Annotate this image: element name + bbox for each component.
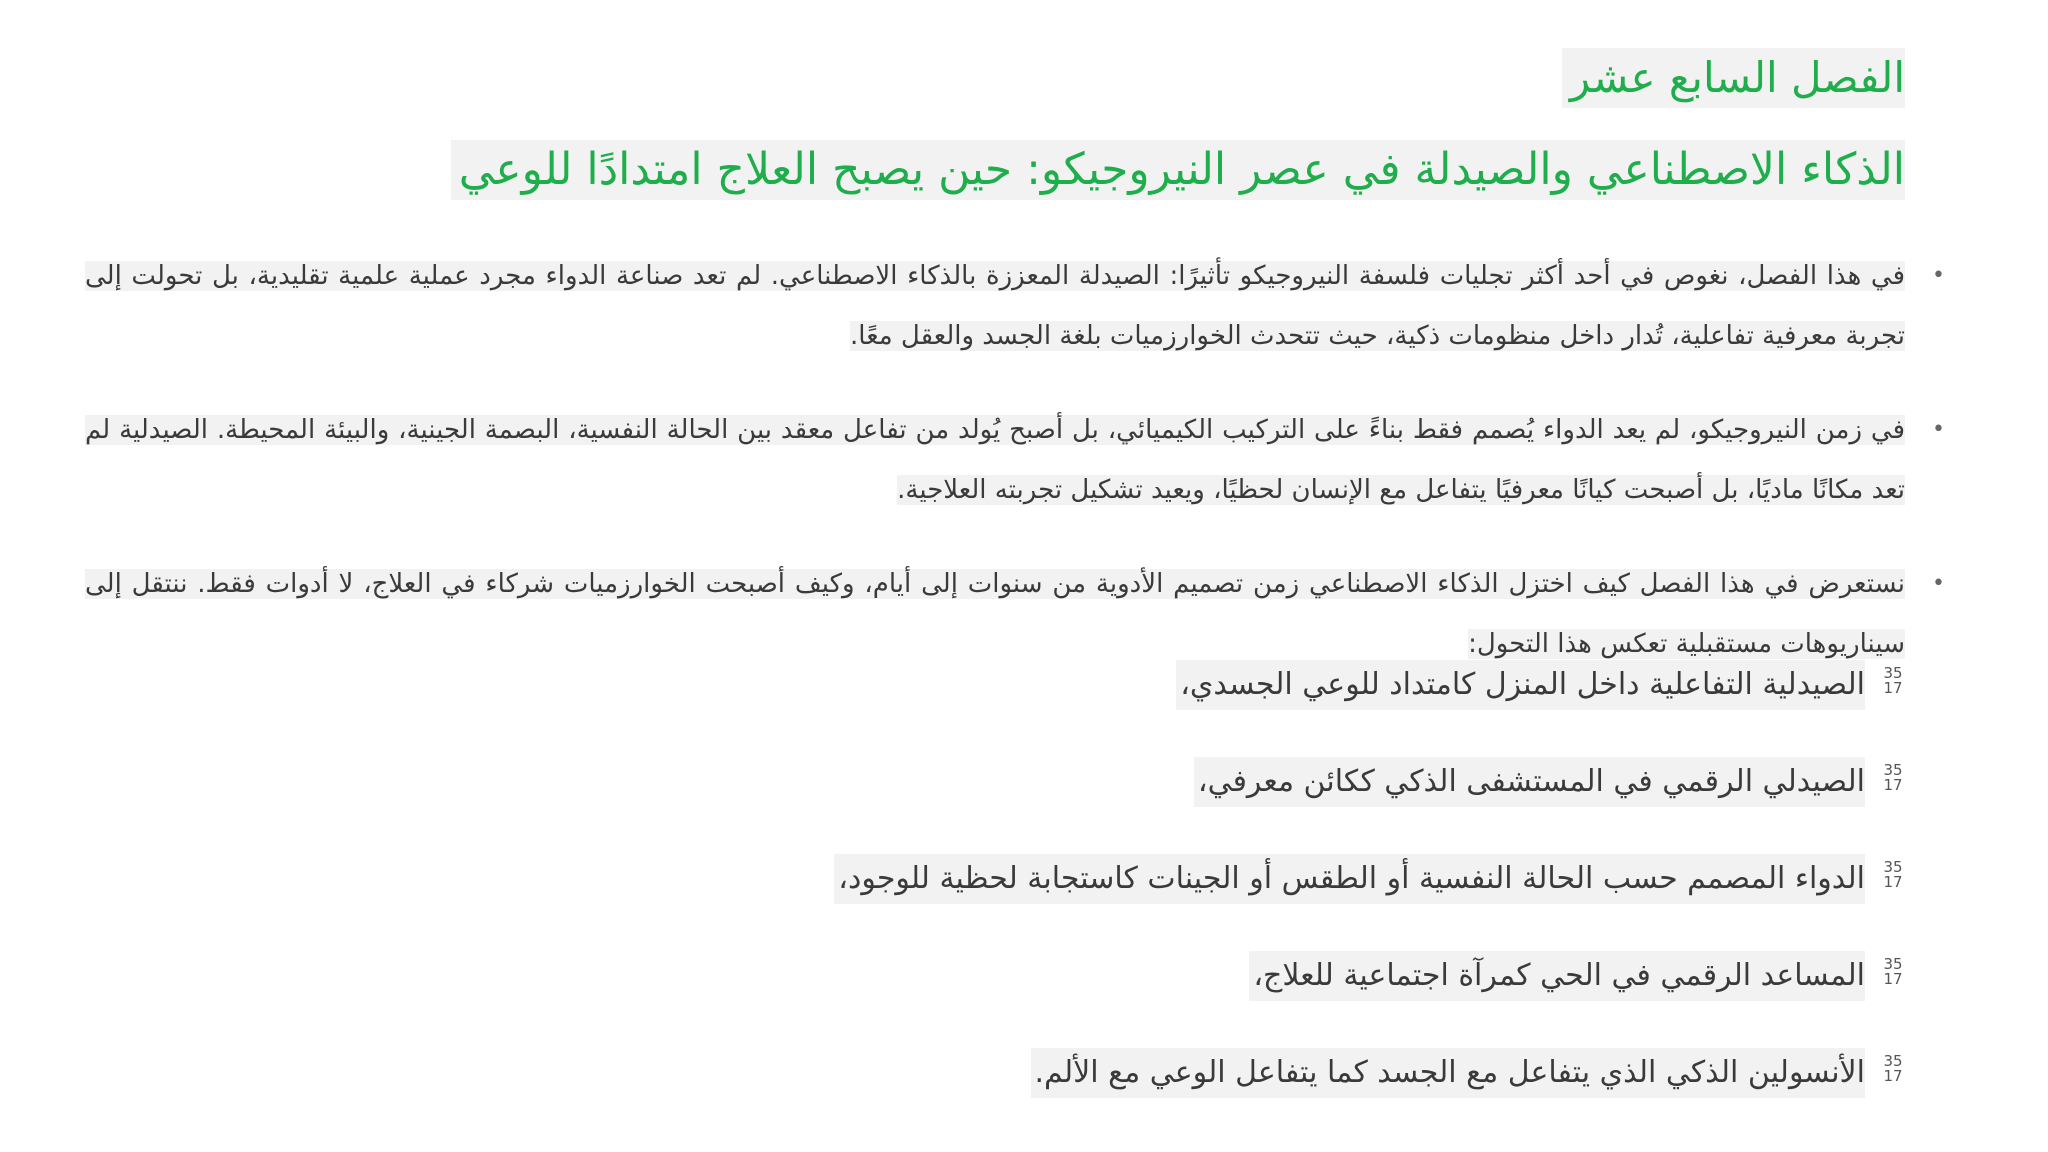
- marker-top: 35: [1883, 858, 1903, 876]
- scenario-text: الصيدلي الرقمي في المستشفى الذكي ككائن معرفي،: [1194, 757, 1865, 807]
- bullet-text: نستعرض في هذا الفصل كيف اختزل الذكاء الاصطناعي زمن تصميم الأدوية من سنوات إلى أيام، وكيف أصبحت الخوارزميات شركاء في العلاج، لا أدوات فقط. ننتقل إلى سيناريوهات مستقبلية تعكس هذا التحول:: [85, 569, 1905, 659]
- scenario-text: الدواء المصمم حسب الحالة النفسية أو الطقس أو الجينات كاستجابة لحظية للوجود،: [834, 854, 1865, 904]
- scenario-marker-icon: [1881, 1054, 1905, 1084]
- bullet-item: [85, 400, 1945, 520]
- bullet-item: [85, 554, 1945, 674]
- bullet-dot-icon: •: [1932, 263, 1945, 288]
- marker-top: 35: [1883, 761, 1903, 779]
- scenario-text: الأنسولين الذكي الذي يتفاعل مع الجسد كما يتفاعل الوعي مع الألم.: [1031, 1048, 1866, 1098]
- scenario-marker-icon: [1881, 860, 1905, 890]
- marker-bottom: 17: [1883, 776, 1903, 794]
- bullet-dot-icon: •: [1932, 417, 1945, 442]
- marker-top: 35: [1883, 664, 1903, 682]
- chapter-subtitle: الذكاء الاصطناعي والصيدلة في عصر النيروجيكو: حين يصبح العلاج امتدادًا للوعي: [451, 140, 1905, 200]
- scenario-marker-icon: [1881, 666, 1905, 696]
- bullet-text: في هذا الفصل، نغوص في أحد أكثر تجليات فلسفة النيروجيكو تأثيرًا: الصيدلة المعززة بالذكاء الاصطناعي. لم تعد صناعة الدواء مجرد عملية علمية تقليدية، بل تحولت إلى تجربة معرفية تفاعلية، تُدار داخل منظومات ذكية، حيث تتحدث الخوارزميات بلغة الجسد والعقل معًا.: [85, 261, 1905, 351]
- marker-bottom: 17: [1883, 1067, 1903, 1085]
- chapter-title: الفصل السابع عشر: [1562, 48, 1905, 108]
- marker-top: 35: [1883, 955, 1903, 973]
- marker-bottom: 17: [1883, 970, 1903, 988]
- marker-bottom: 17: [1883, 679, 1903, 697]
- scenario-text: الصيدلية التفاعلية داخل المنزل كامتداد للوعي الجسدي،: [1176, 660, 1865, 710]
- scenario-marker-icon: [1881, 763, 1905, 793]
- intro-bullet-list: [85, 246, 1945, 708]
- bullet-dot-icon: •: [1932, 571, 1945, 596]
- bullet-item: [85, 246, 1945, 366]
- scenario-marker-icon: [1881, 957, 1905, 987]
- marker-top: 35: [1883, 1052, 1903, 1070]
- bullet-text: في زمن النيروجيكو، لم يعد الدواء يُصمم فقط بناءً على التركيب الكيميائي، بل أصبح يُولد من تفاعل معقد بين الحالة النفسية، البصمة الجينية، والبيئة المحيطة. الصيدلية لم تعد مكانًا ماديًا، بل أصبحت كيانًا معرفيًا يتفاعل مع الإنسان لحظيًا، ويعيد تشكيل تجربته العلاجية.: [85, 415, 1905, 505]
- scenario-text: المساعد الرقمي في الحي كمرآة اجتماعية للعلاج،: [1249, 951, 1865, 1001]
- marker-bottom: 17: [1883, 873, 1903, 891]
